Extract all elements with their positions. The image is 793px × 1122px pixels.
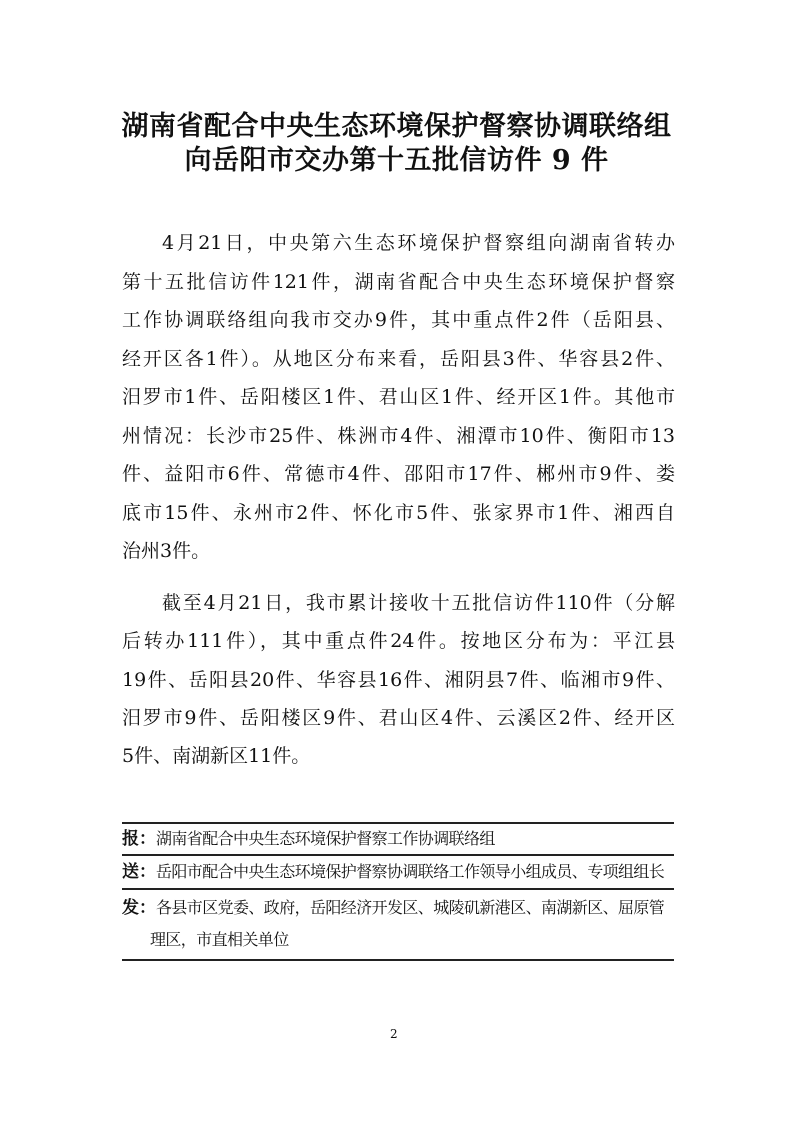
divider xyxy=(122,854,674,856)
report-row xyxy=(122,828,495,850)
text-line: 第十五批信访件121件，湖南省配合中央生态环境保护督察 xyxy=(122,271,675,293)
send-text: 岳阳市配合中央生态环境保护督察协调联络工作领导小组成员、专项组组长 xyxy=(156,862,665,881)
text-line: 件、益阳市6件、常德市4件、邵阳市17件、郴州市9件、娄 xyxy=(122,463,675,485)
issue-label: 发： xyxy=(122,898,156,918)
text-line: 经开区各1件）。从地区分布来看，岳阳县3件、华容县2件、 xyxy=(122,348,675,370)
text-line: 5件、南湖新区11件。 xyxy=(122,745,311,767)
divider xyxy=(122,888,674,890)
text-line: 4月21日，中央第六生态环境保护督察组向湖南省转办 xyxy=(162,232,675,254)
send-row xyxy=(122,861,664,883)
divider xyxy=(122,959,674,961)
text-line: 汨罗市9件、岳阳楼区9件、君山区4件、云溪区2件、经开区 xyxy=(122,707,675,729)
report-text: 湖南省配合中央生态环境保护督察工作协调联络组 xyxy=(156,829,495,848)
title-line-2: 向岳阳市交办第十五批信访件 9 件 xyxy=(184,145,609,176)
issue-row-continued: 理区，市直相关单位 xyxy=(150,930,289,949)
send-label: 送： xyxy=(122,862,156,882)
page-number: 2 xyxy=(390,1027,398,1041)
text-line: 截至4月21日，我市累计接收十五批信访件110件（分解 xyxy=(162,592,675,614)
text-line: 底市15件、永州市2件、怀化市5件、张家界市1件、湘西自 xyxy=(122,502,675,524)
text-line: 汨罗市1件、岳阳楼区1件、君山区1件、经开区1件。其他市 xyxy=(122,386,675,408)
text-line: 19件、岳阳县20件、华容县16件、湘阴县7件、临湘市9件、 xyxy=(122,669,675,691)
text-line: 工作协调联络组向我市交办9件，其中重点件2件（岳阳县、 xyxy=(122,309,675,331)
title-line-1: 湖南省配合中央生态环境保护督察协调联络组 xyxy=(121,111,672,142)
text-line: 后转办111件），其中重点件24件。按地区分布为：平江县 xyxy=(122,630,675,652)
issue-row xyxy=(122,897,664,919)
divider xyxy=(122,822,674,824)
text-line: 治州3件。 xyxy=(122,540,211,562)
text-line: 州情况：长沙市25件、株洲市4件、湘潭市10件、衡阳市13 xyxy=(122,425,675,447)
report-label: 报： xyxy=(122,829,156,849)
issue-text: 各县市区党委、政府，岳阳经济开发区、城陵矶新港区、南湖新区、屈原管 xyxy=(156,898,665,917)
